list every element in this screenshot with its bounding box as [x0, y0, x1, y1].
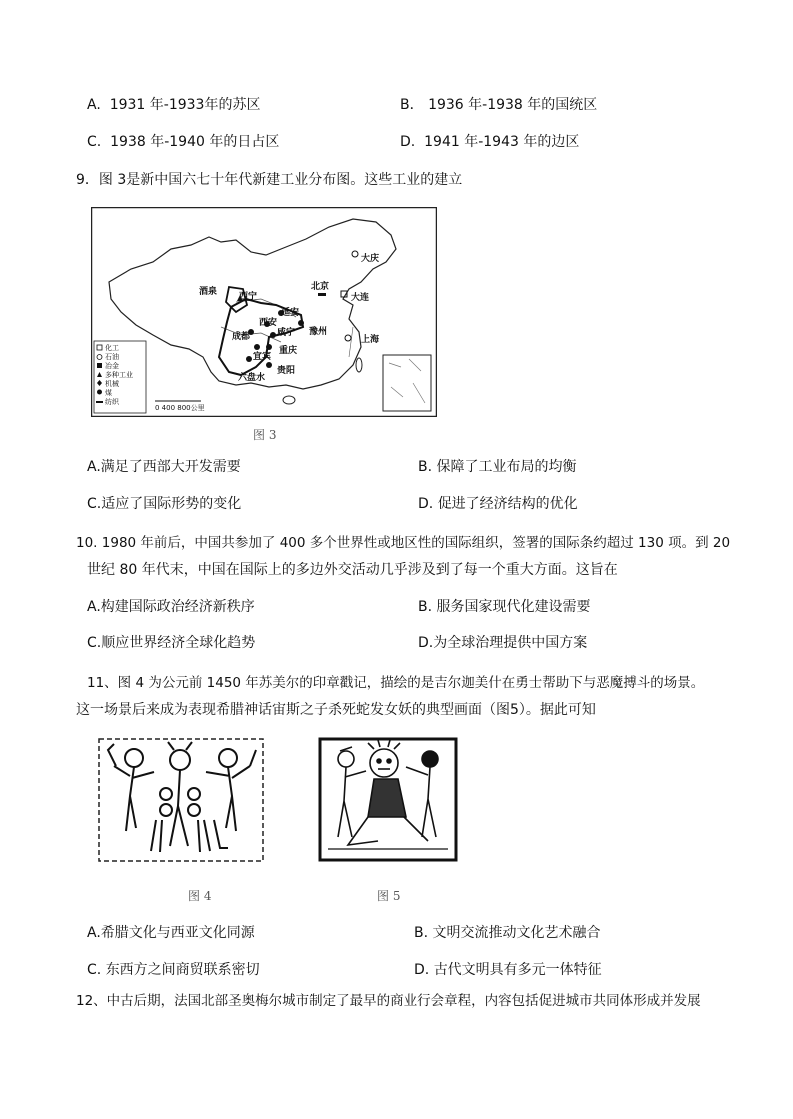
- q11-option-d-text: 古代文明具有多元一体特征: [433, 962, 602, 978]
- q10-stem-line1: 10. 1980 年前后，中国共参加了 400 多个世界性或地区性的国际组织，签署的国际条约超过 130 项。到 20: [76, 535, 731, 551]
- map-label-guiyang: 贵阳: [277, 366, 296, 376]
- map-label-daqing: 大庆: [361, 254, 380, 264]
- q8-option-a: A. 1931 年-1933年的苏区: [87, 97, 261, 113]
- q12-stem: 12、中古后期，法国北部圣奥梅尔城市制定了最早的商业行会章程，内容包括促进城市共同体形成并发展: [76, 993, 701, 1009]
- q10-option-d-key: D.: [418, 635, 434, 651]
- q10-option-b-key: B.: [418, 599, 433, 615]
- legend-item-4: 机械: [105, 380, 119, 388]
- q9-option-b-key: B.: [418, 459, 433, 475]
- q10-option-b: [418, 597, 591, 617]
- yuzhou-symbol: [298, 320, 304, 326]
- q10-option-d-text: 为全球治理提供中国方案: [433, 635, 588, 651]
- q10-option-a-key: A.: [87, 599, 101, 615]
- q11-option-c-key: C.: [87, 962, 102, 978]
- liupanshui-symbol: [246, 356, 252, 362]
- map-label-beijing: 北京: [311, 282, 330, 292]
- xianning-symbol: [270, 332, 276, 338]
- figure-5-caption: 图 5: [377, 889, 401, 903]
- legend-item-0: 化工: [105, 344, 119, 352]
- q8-option-d-key: D: [400, 134, 411, 150]
- q9-option-d: [418, 494, 578, 514]
- q8-option-b-key: B: [400, 97, 410, 113]
- q9-stem: 9．图 3是新中国六七十年代新建工业分布图。这些工业的建立: [76, 172, 463, 188]
- map-label-jiuquan: 酒泉: [199, 287, 218, 297]
- q11-stem-line1: 11、图 4 为公元前 1450 年苏美尔的印章戳记，描绘的是吉尔迦美什在勇士帮助下与恶魔搏斗的场景。: [87, 675, 705, 691]
- q10-option-d: [418, 633, 587, 653]
- q9-option-c-key: C.: [87, 496, 102, 512]
- beijing-symbol: [318, 293, 326, 296]
- q10-option-a-text: 构建国际政治经济新秩序: [100, 599, 255, 615]
- q11-option-a-key: A.: [87, 925, 101, 941]
- legend-item-3: 多种工业: [105, 371, 133, 379]
- q9-option-d-text: 促进了经济结构的优化: [437, 496, 578, 512]
- q9-map-figure: [91, 207, 437, 417]
- q8-option-d-text: 1941 年-1943 年的边区: [424, 134, 580, 150]
- q9-option-d-key: D.: [418, 496, 434, 512]
- q8-option-a-text: 1931 年-1933年的苏区: [109, 97, 261, 113]
- q8-option-b-text: 1936 年-1938 年的国统区: [428, 97, 598, 113]
- q9-option-b: [418, 457, 577, 477]
- q8-option-b: B． 1936 年-1938 年的国统区: [400, 97, 598, 113]
- q8-option-c-key: C: [87, 134, 97, 150]
- q9-option-a: [87, 457, 241, 477]
- map-label-chengdu: 成都: [232, 332, 251, 342]
- map-label-xining: 西宁: [239, 292, 258, 302]
- q9-option-c-text: 适应了国际形势的变化: [101, 496, 242, 512]
- legend-item-5: 煤: [105, 389, 112, 397]
- map-label-dalian: 大连: [351, 293, 370, 303]
- legend-metallurgy-icon: [97, 363, 102, 368]
- q11-option-b: [414, 923, 601, 943]
- china-industry-map: [91, 207, 437, 417]
- map-label-liupanshui: 六盘水: [238, 373, 266, 383]
- yibin-symbol: [254, 344, 260, 350]
- map-label-xian: 西安: [259, 318, 278, 328]
- map-label-yibin: 宜宾: [253, 352, 272, 362]
- legend-item-6: 纺织: [105, 398, 119, 406]
- map-label-yanan: 延安: [281, 308, 300, 318]
- map-legend: [94, 341, 146, 413]
- q10-option-c-key: C.: [87, 635, 102, 651]
- q8-option-c-text: 1938 年-1940 年的日占区: [110, 134, 280, 150]
- guiyang-symbol: [266, 362, 272, 368]
- q11-option-a-text: 希腊文化与西亚文化同源: [100, 925, 255, 941]
- q8-option-c: C. 1938 年-1940 年的日占区: [87, 134, 280, 150]
- legend-item-1: 石油: [105, 353, 119, 361]
- q11-option-d: [414, 960, 602, 980]
- q11-option-c: [87, 960, 260, 980]
- map-label-yuzhou: 豫州: [309, 327, 328, 337]
- map-label-xianning: 咸宁: [277, 328, 296, 338]
- legend-textile-icon: [96, 401, 103, 403]
- chongqing-symbol: [266, 344, 272, 350]
- q10-option-c-text: 顺应世界经济全球化趋势: [101, 635, 256, 651]
- q10-option-b-text: 服务国家现代化建设需要: [436, 599, 591, 615]
- q11-stem-line2: 这一场景后来成为表现希腊神话宙斯之子杀死蛇发女妖的典型画面（图5）。据此可知: [76, 702, 596, 718]
- q9-option-b-text: 保障了工业布局的均衡: [436, 459, 577, 475]
- q9-figure-caption: 图 3: [253, 428, 277, 442]
- q11-option-d-key: D.: [414, 962, 430, 978]
- q9-option-a-key: A.: [87, 459, 101, 475]
- q11-option-a: [87, 923, 255, 943]
- q9-option-c: [87, 494, 241, 514]
- q11-option-b-text: 文明交流推动文化艺术融合: [432, 925, 601, 941]
- map-label-chongqing: 重庆: [279, 346, 298, 356]
- map-scale-text: 0 400 800公里: [155, 404, 205, 412]
- q10-option-c: [87, 633, 255, 653]
- q8-option-d: D. 1941 年-1943 年的边区: [400, 134, 580, 150]
- legend-coal-icon: [97, 390, 102, 395]
- figure-4-caption: 图 4: [188, 889, 212, 903]
- q11-option-b-key: B.: [414, 925, 429, 941]
- q11-option-c-text: 东西方之间商贸联系密切: [105, 962, 260, 978]
- q8-option-a-key: A: [87, 97, 97, 113]
- map-label-shanghai: 上海: [361, 335, 380, 345]
- legend-item-2: 冶金: [105, 362, 119, 370]
- figure-4-seal-impression: [96, 736, 266, 864]
- figure-5-vase-painting: [318, 737, 458, 862]
- q9-option-a-text: 满足了西部大开发需要: [100, 459, 241, 475]
- q10-option-a: [87, 597, 255, 617]
- q10-stem-line2: 世纪 80 年代末，中国在国际上的多边外交活动几乎涉及到了每一个重大方面。这旨在: [87, 562, 618, 578]
